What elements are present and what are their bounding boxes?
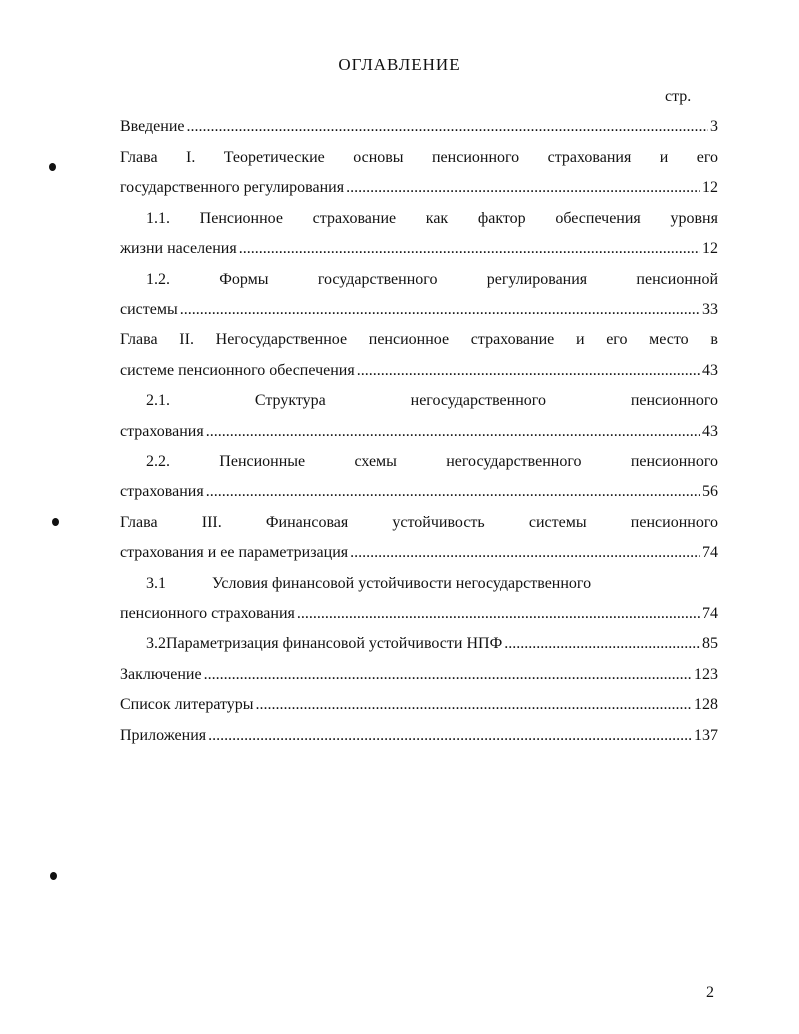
toc-entry-chapter-1-cont[interactable] [120, 178, 718, 198]
toc-page-number: 85 [702, 635, 718, 652]
toc-entry-section-2-1-cont[interactable] [120, 422, 718, 442]
toc-entry-title: Введение [120, 118, 185, 135]
dot-leader [208, 726, 692, 746]
toc-word: государственного [317, 271, 438, 288]
toc-word: его [696, 149, 718, 166]
toc-entry-section-3-1-cont[interactable] [120, 604, 718, 624]
dot-leader [187, 117, 709, 137]
toc-entry-title: страхования [120, 423, 204, 440]
page-number: 2 [706, 984, 714, 1001]
toc-word: 1.2. [146, 271, 170, 288]
section-number: 3.2 [146, 635, 166, 652]
toc-entry-title: Параметризация финансовой устойчивости НПФ [166, 635, 503, 652]
toc-entry-section-1-1-cont[interactable] [120, 239, 718, 259]
toc-word: пенсионного [630, 453, 718, 470]
toc-word: негосударственного [410, 392, 546, 409]
toc-word: схемы [354, 453, 397, 470]
toc-word: системы [528, 514, 587, 531]
toc-entry-title: пенсионного страхования [120, 605, 295, 622]
toc-word: место [649, 331, 689, 348]
toc-word: I. [186, 149, 196, 166]
page-column-label: стр. [665, 88, 692, 105]
toc-entry-section-3-1[interactable] [146, 574, 718, 594]
page-title: ОГЛАВЛЕНИЕ [338, 55, 461, 74]
toc-entry-title: государственного регулирования [120, 179, 345, 196]
toc-entry-title: Заключение [120, 666, 202, 683]
toc-page-number: 3 [710, 118, 718, 135]
toc-page-number: 12 [702, 240, 718, 257]
toc-word: пенсионного [431, 149, 520, 166]
toc-word: обеспечения [555, 210, 641, 227]
toc-word: страхования [547, 149, 632, 166]
toc-entry-chapter-3[interactable] [120, 513, 718, 533]
toc-entry-appendices[interactable] [120, 726, 718, 746]
toc-entry-chapter-2-cont[interactable] [120, 361, 718, 381]
toc-word: Глава [120, 149, 158, 166]
dot-leader [206, 422, 700, 442]
toc-word: пенсионного [630, 392, 718, 409]
toc-word: пенсионной [636, 271, 718, 288]
dot-leader [206, 482, 700, 502]
toc-page-number: 74 [702, 544, 718, 561]
binder-hole-mark [50, 872, 57, 880]
toc-word: страхование [312, 210, 397, 227]
toc-word: Негосударственное [215, 331, 348, 348]
toc-entry-section-2-2[interactable] [146, 452, 718, 472]
toc-word: III. [201, 514, 222, 531]
toc-word: и [575, 331, 585, 348]
section-number: 3.1 [146, 575, 166, 592]
toc-word: Пенсионные [219, 453, 306, 470]
toc-entry-section-1-1[interactable] [146, 209, 718, 229]
dot-leader [297, 604, 700, 624]
toc-word: 1.1. [146, 210, 170, 227]
toc-page-number: 128 [694, 696, 718, 713]
dot-leader [350, 543, 700, 563]
toc-word: основы [353, 149, 404, 166]
dot-leader [346, 178, 700, 198]
toc-word: II. [179, 331, 194, 348]
toc-word: Формы [219, 271, 269, 288]
toc-entry-title: жизни населения [120, 240, 237, 257]
toc-word: его [606, 331, 628, 348]
toc-entry-chapter-3-cont[interactable] [120, 543, 718, 563]
toc-page-number: 74 [702, 605, 718, 622]
toc-word: негосударственного [446, 453, 582, 470]
toc-entry-title: системы [120, 301, 178, 318]
dot-leader [204, 665, 692, 685]
dot-leader [180, 300, 700, 320]
toc-entry-title: Приложения [120, 727, 207, 744]
toc-page-number: 43 [702, 362, 718, 379]
toc-word: фактор [477, 210, 526, 227]
toc-word: пенсионного [630, 514, 718, 531]
toc-entry-title: Список литературы [120, 696, 254, 713]
toc-word: и [659, 149, 669, 166]
toc-word: уровня [670, 210, 718, 227]
toc-entry-chapter-2[interactable] [120, 330, 718, 350]
toc-entry-section-2-1[interactable] [146, 391, 718, 411]
toc-page-number: 33 [702, 301, 718, 318]
toc-page-number: 43 [702, 423, 718, 440]
dot-leader [504, 634, 700, 654]
toc-word: Теоретические [223, 149, 325, 166]
toc-word: регулирования [486, 271, 588, 288]
binder-hole-mark [49, 163, 56, 171]
toc-word: в [710, 331, 718, 348]
toc-word: устойчивость [392, 514, 485, 531]
toc-entry-section-1-2-cont[interactable] [120, 300, 718, 320]
toc-entry-intro[interactable] [120, 117, 718, 137]
toc-word: Структура [254, 392, 326, 409]
dot-leader [357, 361, 700, 381]
dot-leader [256, 695, 692, 715]
toc-word: страхование [470, 331, 555, 348]
binder-hole-mark [52, 518, 59, 526]
toc-entry-title: Условия финансовой устойчивости негосударственного [212, 575, 592, 592]
toc-entry-section-3-2[interactable] [146, 634, 718, 654]
toc-entry-section-1-2[interactable] [146, 270, 718, 290]
toc-word: Пенсионное [199, 210, 283, 227]
toc-entry-references[interactable] [120, 695, 718, 715]
toc-word: Глава [120, 331, 158, 348]
toc-entry-chapter-1[interactable] [120, 148, 718, 168]
toc-entry-title: страхования и ее параметризация [120, 544, 349, 561]
toc-entry-title: системе пенсионного обеспечения [120, 362, 355, 379]
toc-entry-title: страхования [120, 483, 204, 500]
toc-page-number: 137 [694, 727, 718, 744]
toc-word: Глава [120, 514, 158, 531]
dot-leader [239, 239, 700, 259]
toc-word: Финансовая [265, 514, 349, 531]
toc-word: пенсионное [368, 331, 450, 348]
toc-entry-conclusion[interactable] [120, 665, 718, 685]
toc-word: 2.2. [146, 453, 170, 470]
toc-word: 2.1. [146, 392, 170, 409]
toc-page-number: 56 [702, 483, 718, 500]
toc-page-number: 123 [694, 666, 718, 683]
toc-page-number: 12 [702, 179, 718, 196]
toc-entry-section-2-2-cont[interactable] [120, 482, 718, 502]
toc-word: как [425, 210, 449, 227]
